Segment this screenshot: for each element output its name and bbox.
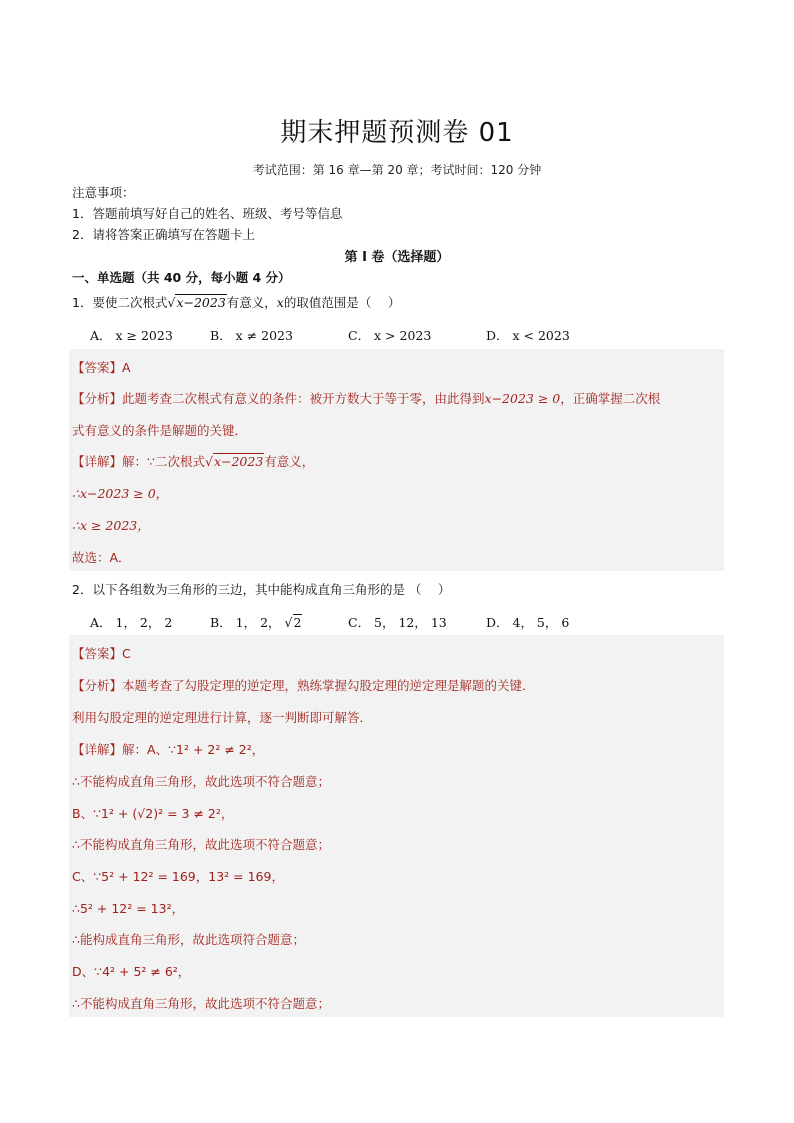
exam-subtitle: 考试范围：第 16 章—第 20 章；考试时间：120 分钟 (252, 163, 542, 177)
part-title: 一、单选题（共 40 分，每小题 4 分） (72, 270, 291, 285)
detail-line: C、∵5² + 12² = 169，13² = 169， (72, 869, 284, 884)
option-c: C． x > 2023 (348, 328, 432, 343)
option-a: A． x ≥ 2023 (90, 328, 173, 343)
option-b: B． 1， 2， √2 (210, 615, 302, 630)
detail-line: B、∵1² + (√2)² = 3 ≠ 2²， (72, 806, 234, 821)
question-1-stem: 1．要使二次根式√x−2023有意义，x的取值范围是（ ） (72, 295, 401, 310)
detail-line: ∴x ≥ 2023， (72, 518, 150, 533)
option-a: A． 1， 2， 2 (90, 615, 173, 630)
detail-line: ∴不能构成直角三角形，故此选项不符合题意； (72, 837, 330, 852)
notice-heading: 注意事项： (72, 185, 135, 200)
detail-line: 故选：A． (72, 550, 131, 565)
detail-line: D、∵4² + 5² ≠ 6²， (72, 964, 191, 979)
option-c: C． 5， 12， 13 (348, 615, 447, 630)
analysis-line: 利用勾股定理的逆定理进行计算，逐一判断即可解答． (72, 710, 373, 725)
question-2-stem: 2．以下各组数为三角形的三边，其中能构成直角三角形的是 （ ） (72, 582, 451, 597)
page-title: 期末押题预测卷 01 (280, 118, 514, 148)
detail-line: ∴不能构成直角三角形，故此选项不符合题意； (72, 774, 330, 789)
notice-item: 1．答题前填写好自己的姓名、班级、考号等信息 (72, 206, 343, 221)
detail-line: ∴不能构成直角三角形，故此选项不符合题意； (72, 996, 330, 1011)
detail-line: ∴5² + 12² = 13²， (72, 901, 185, 916)
notice-item: 2．请将答案正确填写在答题卡上 (72, 227, 255, 242)
detail-line: ∴x−2023 ≥ 0， (72, 486, 169, 501)
option-d: D． 4， 5， 6 (486, 615, 570, 630)
detail-line: 【详解】解：A、∵1² + 2² ≠ 2²， (72, 742, 265, 757)
radicand: x−2023 (176, 295, 226, 310)
option-b: B． x ≠ 2023 (210, 328, 293, 343)
analysis-line: 式有意义的条件是解题的关键． (72, 423, 248, 438)
answer-line: 【答案】A (72, 360, 131, 375)
detail-line: ∴能构成直角三角形，故此选项符合题意； (72, 932, 305, 947)
answer-line: 【答案】C (72, 646, 131, 661)
section-title: 第 I 卷（选择题） (344, 250, 450, 265)
option-d: D． x < 2023 (486, 328, 570, 343)
detail-line: 【详解】解：∵二次根式√x−2023有意义， (72, 454, 315, 469)
analysis-line: 【分析】本题考查了勾股定理的逆定理，熟练掌握勾股定理的逆定理是解题的关键． (72, 678, 535, 693)
stem-text: 1．要使二次根式 (72, 295, 168, 310)
analysis-line: 【分析】此题考查二次根式有意义的条件：被开方数大于等于零，由此得到x−2023 ≥ 0，正确掌握二次根 (72, 391, 661, 406)
